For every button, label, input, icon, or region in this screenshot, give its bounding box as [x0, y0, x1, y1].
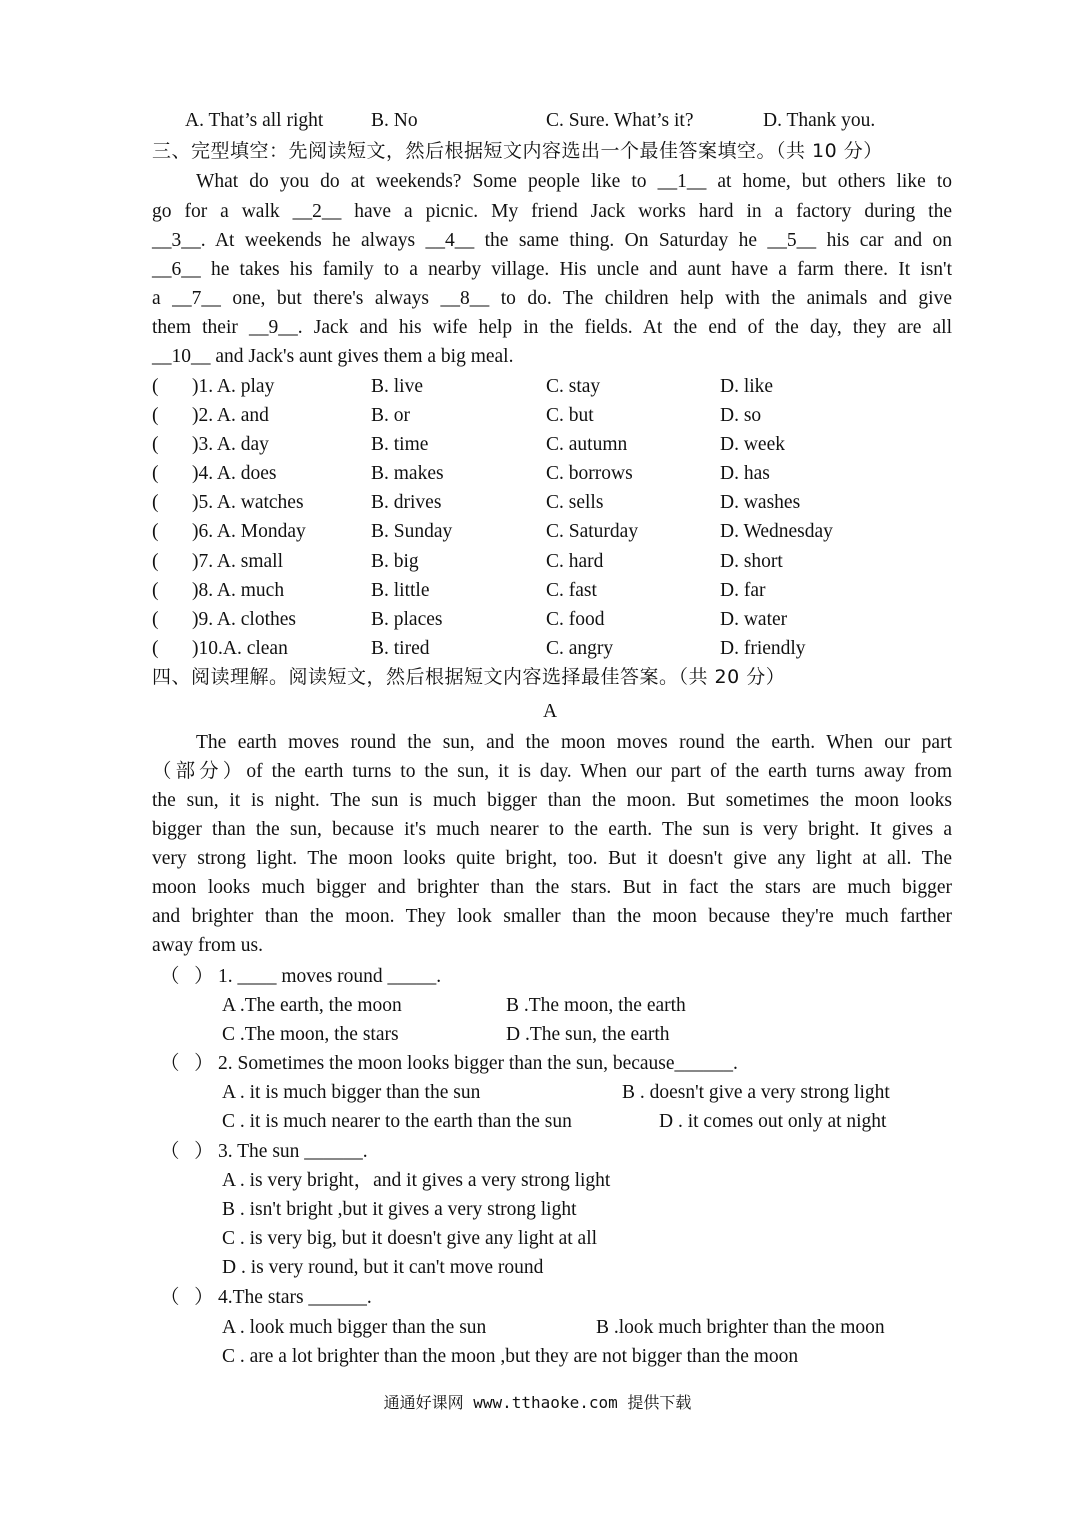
option-d: D . is very round, but it can't move round: [222, 1257, 544, 1278]
option-c: C. food: [546, 609, 605, 630]
answer-blank[interactable]: (: [152, 521, 159, 542]
option-c: C .The moon, the stars: [222, 1024, 399, 1045]
question-stem: )2. A. and: [192, 405, 269, 426]
option-b: B. tired: [371, 638, 430, 659]
passage-line: __3__. At weekends he always __4__ the same thing. On Saturday he __5__ his car and on: [152, 230, 952, 251]
question-stem: )9. A. clothes: [192, 609, 296, 630]
option-b: B. places: [371, 609, 443, 630]
option-d: D. so: [720, 405, 762, 426]
passage-line: a __7__ one, but there's always __8__ to do. The children help with the animals and give: [152, 288, 952, 309]
option-d: D. has: [720, 463, 770, 484]
question-stem: 2. Sometimes the moon looks bigger than the sun, because______.: [218, 1053, 738, 1074]
option-b: B. makes: [371, 463, 444, 484]
option-d: D. week: [720, 434, 785, 455]
top-option-a: A. That’s all right: [185, 110, 324, 131]
answer-blank[interactable]: (: [152, 463, 159, 484]
passage-line: __6__ he takes his family to a nearby village. His uncle and aunt have a farm there. It isn't: [152, 259, 952, 280]
option-d: D . it comes out only at night: [659, 1111, 887, 1132]
question-stem: )6. A. Monday: [192, 521, 306, 542]
option-b: B. time: [371, 434, 429, 455]
question-stem: )5. A. watches: [192, 492, 304, 513]
top-option-d: D. Thank you.: [763, 110, 876, 131]
option-b: B. big: [371, 551, 419, 572]
question-stem: 1. ____ moves round _____.: [218, 966, 442, 987]
option-b: B .The moon, the earth: [506, 995, 686, 1016]
top-option-c: C. Sure. What’s it?: [546, 110, 694, 131]
option-d: D. Wednesday: [720, 521, 833, 542]
question-stem: 4.The stars ______.: [218, 1287, 372, 1308]
option-b: B .look much brighter than the moon: [596, 1317, 885, 1338]
passage-line: moon looks much bigger and brighter than the stars. But in fact the stars are much bigger: [152, 877, 952, 898]
answer-blank[interactable]: (: [152, 551, 159, 572]
passage-line: __10__ and Jack's aunt gives them a big meal.: [152, 346, 514, 367]
answer-blank[interactable]: (: [152, 492, 159, 513]
option-a: A . it is much bigger than the sun: [222, 1082, 481, 1103]
option-b: B . isn't bright ,but it gives a very strong light: [222, 1199, 577, 1220]
option-b: B. or: [371, 405, 410, 426]
passage-line: go for a walk __2__ have a picnic. My friend Jack works hard in a factory during the: [152, 201, 952, 222]
answer-blank[interactable]: （ ）: [160, 1141, 214, 1162]
passage-line: very strong light. The moon looks quite bright, too. But it doesn't give any light at all. The: [152, 848, 952, 869]
option-b: B. drives: [371, 492, 442, 513]
option-d: D. friendly: [720, 638, 806, 659]
question-stem: )1. A. play: [192, 376, 275, 397]
question-stem: )4. A. does: [192, 463, 277, 484]
option-c: C. autumn: [546, 434, 628, 455]
option-c: C . are a lot brighter than the moon ,but they are not bigger than the moon: [222, 1346, 799, 1367]
answer-blank[interactable]: (: [152, 376, 159, 397]
passage-line: （部分）of the earth turns to the sun, it is day. When our part of the earth turns away from: [152, 761, 952, 782]
option-c: C. sells: [546, 492, 604, 513]
option-c: C . is very big, but it doesn't give any light at all: [222, 1228, 598, 1249]
section3-heading: 三、完型填空：先阅读短文，然后根据短文内容选出一个最佳答案填空。（共 10 分）: [152, 140, 883, 162]
question-stem: )8. A. much: [192, 580, 285, 601]
passage-line: bigger than the sun, because it's much nearer to the earth. The sun is very bright. It gives a: [152, 819, 952, 840]
answer-blank[interactable]: (: [152, 580, 159, 601]
option-b: B. live: [371, 376, 423, 397]
question-stem: 3. The sun ______.: [218, 1141, 368, 1162]
option-d: D. far: [720, 580, 766, 601]
option-c: C. Saturday: [546, 521, 639, 542]
question-stem: )7. A. small: [192, 551, 283, 572]
option-c: C. borrows: [546, 463, 633, 484]
option-c: C. but: [546, 405, 594, 426]
passage-line: them their __9__. Jack and his wife help in the fields. At the end of the day, they are all: [152, 317, 952, 338]
option-b: B. Sunday: [371, 521, 453, 542]
option-c: C. angry: [546, 638, 614, 659]
passage-line: and brighter than the moon. They look smaller than the moon because they're much farther: [152, 906, 952, 927]
answer-blank[interactable]: (: [152, 434, 159, 455]
question-stem: )10.A. clean: [192, 638, 288, 659]
option-c: C. hard: [546, 551, 604, 572]
page-footer: 通通好课网 www.tthaoke.com 提供下载: [383, 1393, 692, 1412]
section4-heading: 四、阅读理解。阅读短文，然后根据短文内容选择最佳答案。（共 20 分）: [152, 666, 786, 688]
top-option-b: B. No: [371, 110, 418, 131]
passage-line: away from us.: [152, 935, 264, 956]
answer-blank[interactable]: (: [152, 638, 159, 659]
option-b: B. little: [371, 580, 430, 601]
question-stem: )3. A. day: [192, 434, 269, 455]
answer-blank[interactable]: （ ）: [160, 1287, 214, 1308]
option-d: D .The sun, the earth: [506, 1024, 670, 1045]
option-a: A . is very bright，and it gives a very strong light: [222, 1170, 611, 1191]
option-c: C. stay: [546, 376, 601, 397]
answer-blank[interactable]: (: [152, 609, 159, 630]
option-d: D. like: [720, 376, 774, 397]
passage-line: What do you do at weekends? Some people like to __1__ at home, but others like to: [196, 171, 952, 192]
answer-blank[interactable]: （ ）: [160, 1053, 214, 1074]
option-c: C . it is much nearer to the earth than the sun: [222, 1111, 572, 1132]
option-d: D. short: [720, 551, 783, 572]
option-a: A .The earth, the moon: [222, 995, 402, 1016]
part-label: A: [542, 701, 558, 722]
option-d: D. washes: [720, 492, 801, 513]
option-d: D. water: [720, 609, 788, 630]
passage-line: The earth moves round the sun, and the moon moves round the earth. When our part: [196, 732, 952, 753]
option-b: B . doesn't give a very strong light: [622, 1082, 890, 1103]
option-c: C. fast: [546, 580, 597, 601]
passage-line: the sun, it is night. The sun is much bigger than the moon. But sometimes the moon looks: [152, 790, 952, 811]
answer-blank[interactable]: (: [152, 405, 159, 426]
option-a: A . look much bigger than the sun: [222, 1317, 487, 1338]
answer-blank[interactable]: （ ）: [160, 966, 214, 987]
